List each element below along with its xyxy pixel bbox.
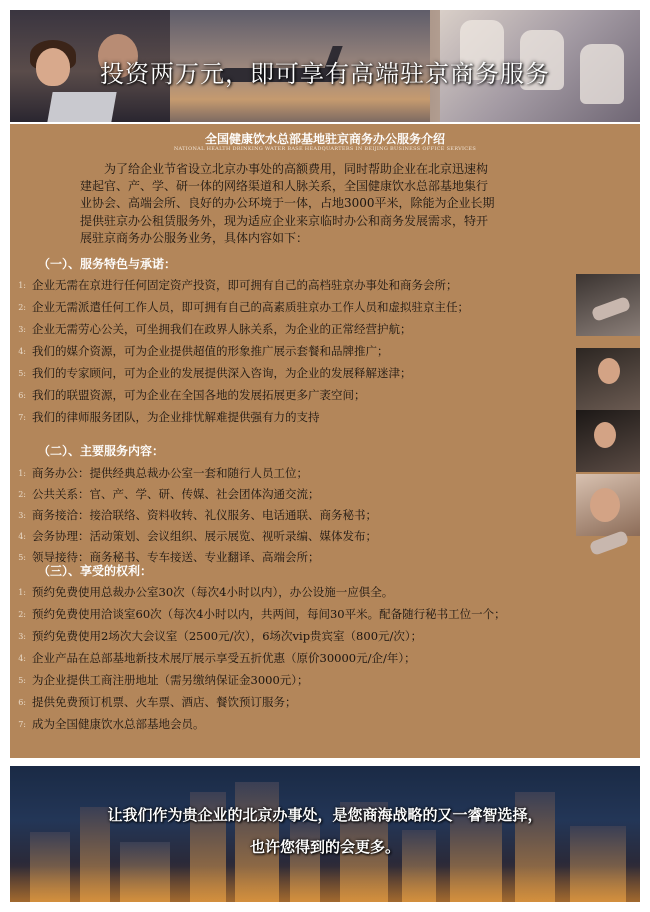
item-text: 预约免费使用2场次大会议室（2500元/次），6场次vip贵宾室（800元/次）； — [32, 629, 423, 643]
slogan-line-2: 也许您得到的会更多。 — [249, 838, 400, 856]
business-people-photos — [576, 274, 640, 604]
intro-line: 展驻京商务办公服务业务，具体内容如下： — [80, 230, 309, 245]
item-number: 5: — [18, 676, 26, 685]
item-number: 7: — [18, 720, 26, 729]
item-number: 4: — [18, 347, 26, 356]
item-number: 4: — [18, 532, 26, 541]
item-text: 预约免费使用总裁办公室30次（每次4小时以内），办公设施一应俱全。 — [32, 585, 394, 599]
item-text: 企业产品在总部基地新技术展厅展示享受五折优惠（原价30000元/企/年）； — [32, 651, 416, 665]
item-number: 5: — [18, 553, 26, 562]
item-number: 5: — [18, 369, 26, 378]
item-number: 4: — [18, 654, 26, 663]
section-heading: （二）、主要服务内容： — [38, 444, 165, 458]
photo-smiling-woman — [576, 474, 640, 536]
item-text: 我们的律师服务团队，为企业排忧解难提供强有力的支持 — [32, 410, 320, 424]
item-number: 2: — [18, 610, 26, 619]
item-text: 我们的联盟资源，可为企业在全国各地的发展拓展更多广袤空间； — [32, 388, 366, 402]
item-text: 企业无需劳心公关，可坐拥我们在政界人脉关系，为企业的正常经营护航； — [32, 322, 412, 336]
item-number: 6: — [18, 698, 26, 707]
panel-title: 全国健康饮水总部基地驻京商务办公服务介绍 — [204, 132, 445, 146]
photo-hand-phone — [576, 274, 640, 336]
item-text: 企业无需在京进行任何固定资产投资，即可拥有自己的高档驻京办事处和商务会所； — [32, 278, 458, 292]
section-heading: （一）、服务特色与承诺： — [38, 257, 177, 271]
item-number: 6: — [18, 391, 26, 400]
item-text: 我们的专家顾问，可为企业的发展提供深入咨询，为企业的发展释解迷津； — [32, 366, 412, 380]
item-number: 2: — [18, 490, 26, 499]
item-text: 商务办公：提供经典总裁办公室一套和随行人员工位； — [32, 466, 308, 480]
item-text: 提供免费预订机票、火车票、酒店、餐饮预订服务； — [32, 695, 297, 709]
item-text: 领导接待：商务秘书、专车接送、专业翻译、高端会所； — [32, 550, 320, 564]
intro-line: 为了给企业节省设立北京办事处的高额费用，同时帮助企业在北京迅速构 — [104, 162, 489, 176]
item-number: 1: — [18, 588, 26, 597]
photo-man-on-phone — [576, 410, 640, 472]
item-number: 3: — [18, 325, 26, 334]
top-banner — [10, 10, 640, 122]
banner-title: 投资两万元，即可享有高端驻京商务服务 — [100, 60, 550, 88]
section-heading: （三）、享受的权利： — [38, 564, 153, 578]
item-number: 2: — [18, 303, 26, 312]
item-text: 公共关系：官、产、学、研、传媒、社会团体沟通交流； — [32, 487, 320, 501]
item-text: 企业无需派遣任何工作人员，即可拥有自己的高素质驻京办工作人员和虚拟驻京主任； — [32, 300, 469, 314]
item-text: 成为全国健康饮水总部基地会员。 — [32, 717, 205, 731]
item-number: 1: — [18, 281, 26, 290]
item-number: 3: — [18, 511, 26, 520]
item-text: 我们的媒介资源，可为企业提供超值的形象推广展示套餐和品牌推广； — [32, 344, 389, 358]
intro-paragraph — [80, 161, 580, 247]
item-text: 预约免费使用洽谈室60次（每次4小时以内，共两间，每间30平米。配备随行秘书工位一个； — [32, 607, 506, 621]
panel-subtitle: NATIONAL HEALTH DRINKING WATER BASE HEADQUARTERS IN BEIJING BUSINESS OFFICE SERVICES — [173, 146, 477, 152]
item-number: 7: — [18, 413, 26, 422]
intro-line: 业协会、高端会所、良好的办公环境于一体，占地3000平米，除能为企业长期 — [80, 196, 495, 211]
intro-line: 建起官、产、学、研一体的网络渠道和人脉关系，全国健康饮水总部基地集行 — [80, 179, 489, 194]
item-number: 1: — [18, 469, 26, 478]
laptop-shape — [47, 92, 116, 122]
photo-businessman — [576, 348, 640, 410]
item-text: 为企业提供工商注册地址（需另缴纳保证金3000元）； — [32, 673, 309, 687]
city-night-banner — [10, 766, 640, 902]
slogan-line-1: 让我们作为贵企业的北京办事处，是您商海战略的又一睿智选择， — [107, 806, 543, 824]
item-text: 商务接洽：接洽联络、资料收转、礼仪服务、电话通联、商务秘书； — [32, 508, 377, 522]
intro-line: 提供驻京办公租赁服务外，现为适应企业来京临时办公和商务发展需求，特开 — [80, 213, 489, 228]
item-text: 会务协理：活动策划、会议组织、展示展览、视听录编、媒体发布； — [32, 529, 377, 543]
content-panel — [10, 124, 640, 758]
item-number: 3: — [18, 632, 26, 641]
